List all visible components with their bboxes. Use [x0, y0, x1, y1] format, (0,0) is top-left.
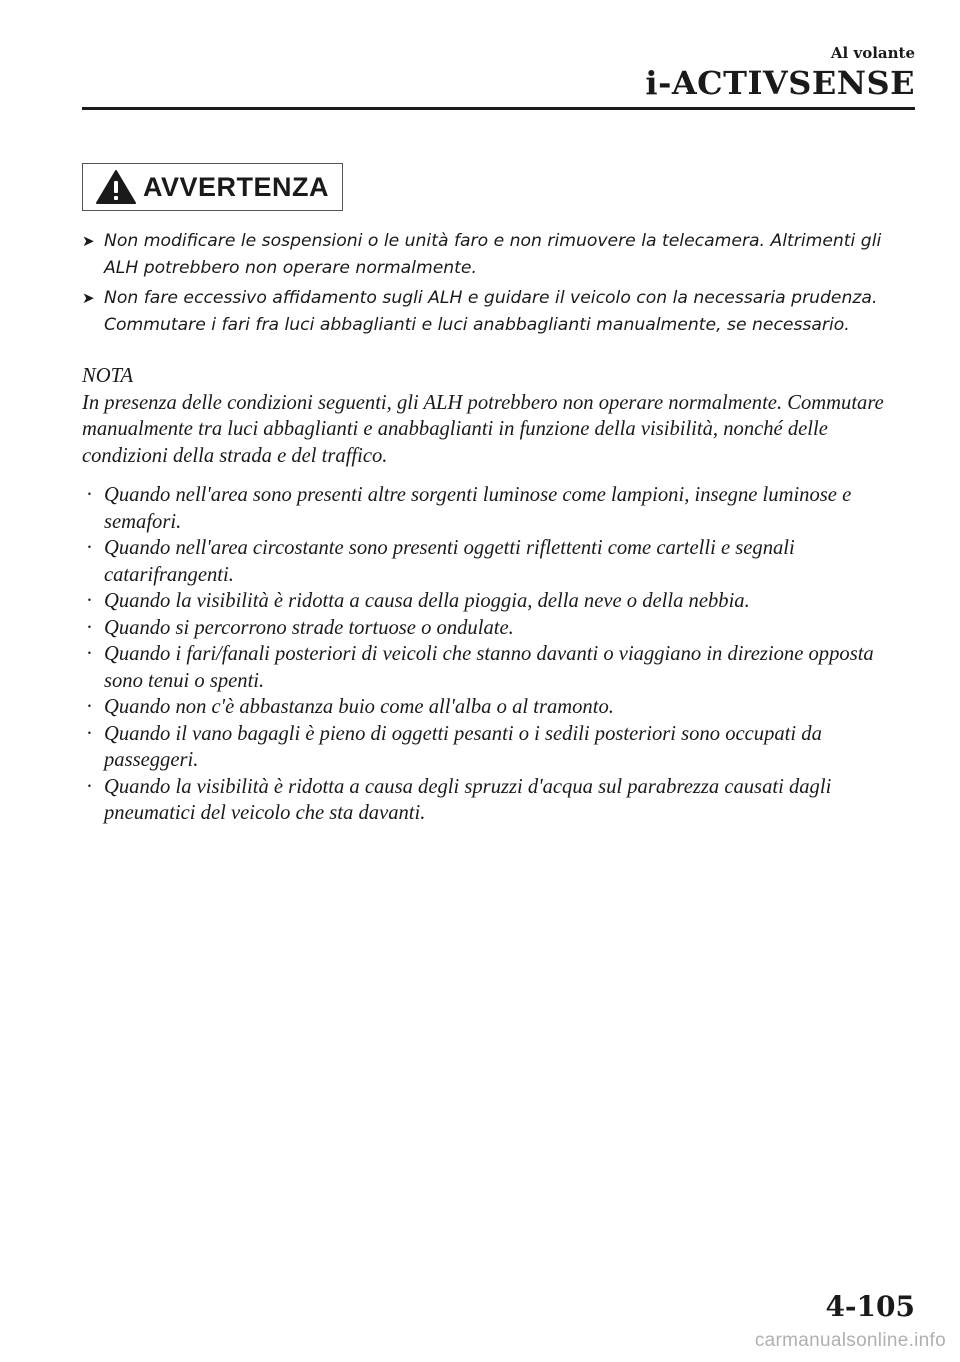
bullet-dot-icon: ·: [86, 775, 93, 798]
note-intro: In presenza delle condizioni seguenti, gli ALH potrebbero non operare normalmente. Commutare manualmente tra luci abbaglianti e anabbaglianti in funzione della visibilità, nonché delle condizioni della strada e del traffico.: [82, 391, 884, 467]
warning-item-text: Non modificare le sospensioni o le unità faro e non rimuovere la telecamera. Altrimenti gli ALH potrebbero non operare normalmente.: [104, 231, 882, 278]
warning-list: [82, 228, 912, 342]
arrow-bullet-icon: ➤: [82, 289, 95, 307]
warning-triangle-icon: [95, 169, 137, 205]
header-divider: [82, 107, 915, 110]
bullet-dot-icon: ·: [86, 484, 93, 506]
bullet-dot-icon: ·: [86, 590, 93, 612]
warning-item: [82, 228, 912, 281]
list-item: · Quando si percorrono strade tortuose o ondulate.: [82, 615, 912, 642]
list-item: · Quando il vano bagagli è pieno di oggetti pesanti o i sedili posteriori sono occupati da passeggeri.: [86, 722, 822, 771]
list-item: · Quando i fari/fanali posteriori di veicoli che stanno davanti o viaggiano in direzione opposta sono tenui o spenti.: [86, 643, 874, 692]
warning-item: [82, 285, 912, 338]
note-heading: NOTA: [82, 365, 134, 387]
bullet-dot-icon: ·: [86, 643, 93, 665]
warning-item-text: Non fare eccessivo affidamento sugli ALH e guidare il veicolo con la necessaria prudenza. Commutare i fari fra luci abbaglianti e luci anabbaglianti manualmente, se necessario.: [104, 288, 878, 335]
section-label: Al volante: [830, 44, 915, 62]
list-item: · Quando nell'area sono presenti altre sorgenti luminose come lampioni, insegne luminose e semafori.: [86, 484, 852, 533]
watermark: carmanualsonline.info: [754, 1330, 946, 1351]
bullet-dot-icon: ·: [86, 696, 93, 718]
warning-label: AVVERTENZA: [143, 171, 330, 202]
bullet-dot-icon: ·: [86, 722, 93, 745]
note-section: [82, 363, 912, 827]
warning-box: [82, 163, 343, 211]
note-list: [82, 482, 912, 827]
page-title: i-ACTIVSENSE: [645, 64, 915, 102]
arrow-bullet-icon: ➤: [82, 232, 95, 250]
page-number: 4-105: [825, 1290, 915, 1323]
bullet-dot-icon: ·: [86, 537, 93, 559]
bullet-dot-icon: ·: [86, 616, 93, 639]
list-item: · Quando la visibilità è ridotta a causa della pioggia, della neve o della nebbia.: [82, 588, 912, 615]
list-item: · Quando la visibilità è ridotta a causa degli spruzzi d'acqua sul parabrezza causati dagli pneumatici del veicolo che sta davanti.: [86, 775, 832, 824]
list-item: · Quando nell'area circostante sono presenti oggetti riflettenti come cartelli e segnali catarifrangenti.: [86, 537, 795, 586]
list-item: · Quando non c'è abbastanza buio come all'alba o al tramonto.: [82, 694, 912, 721]
